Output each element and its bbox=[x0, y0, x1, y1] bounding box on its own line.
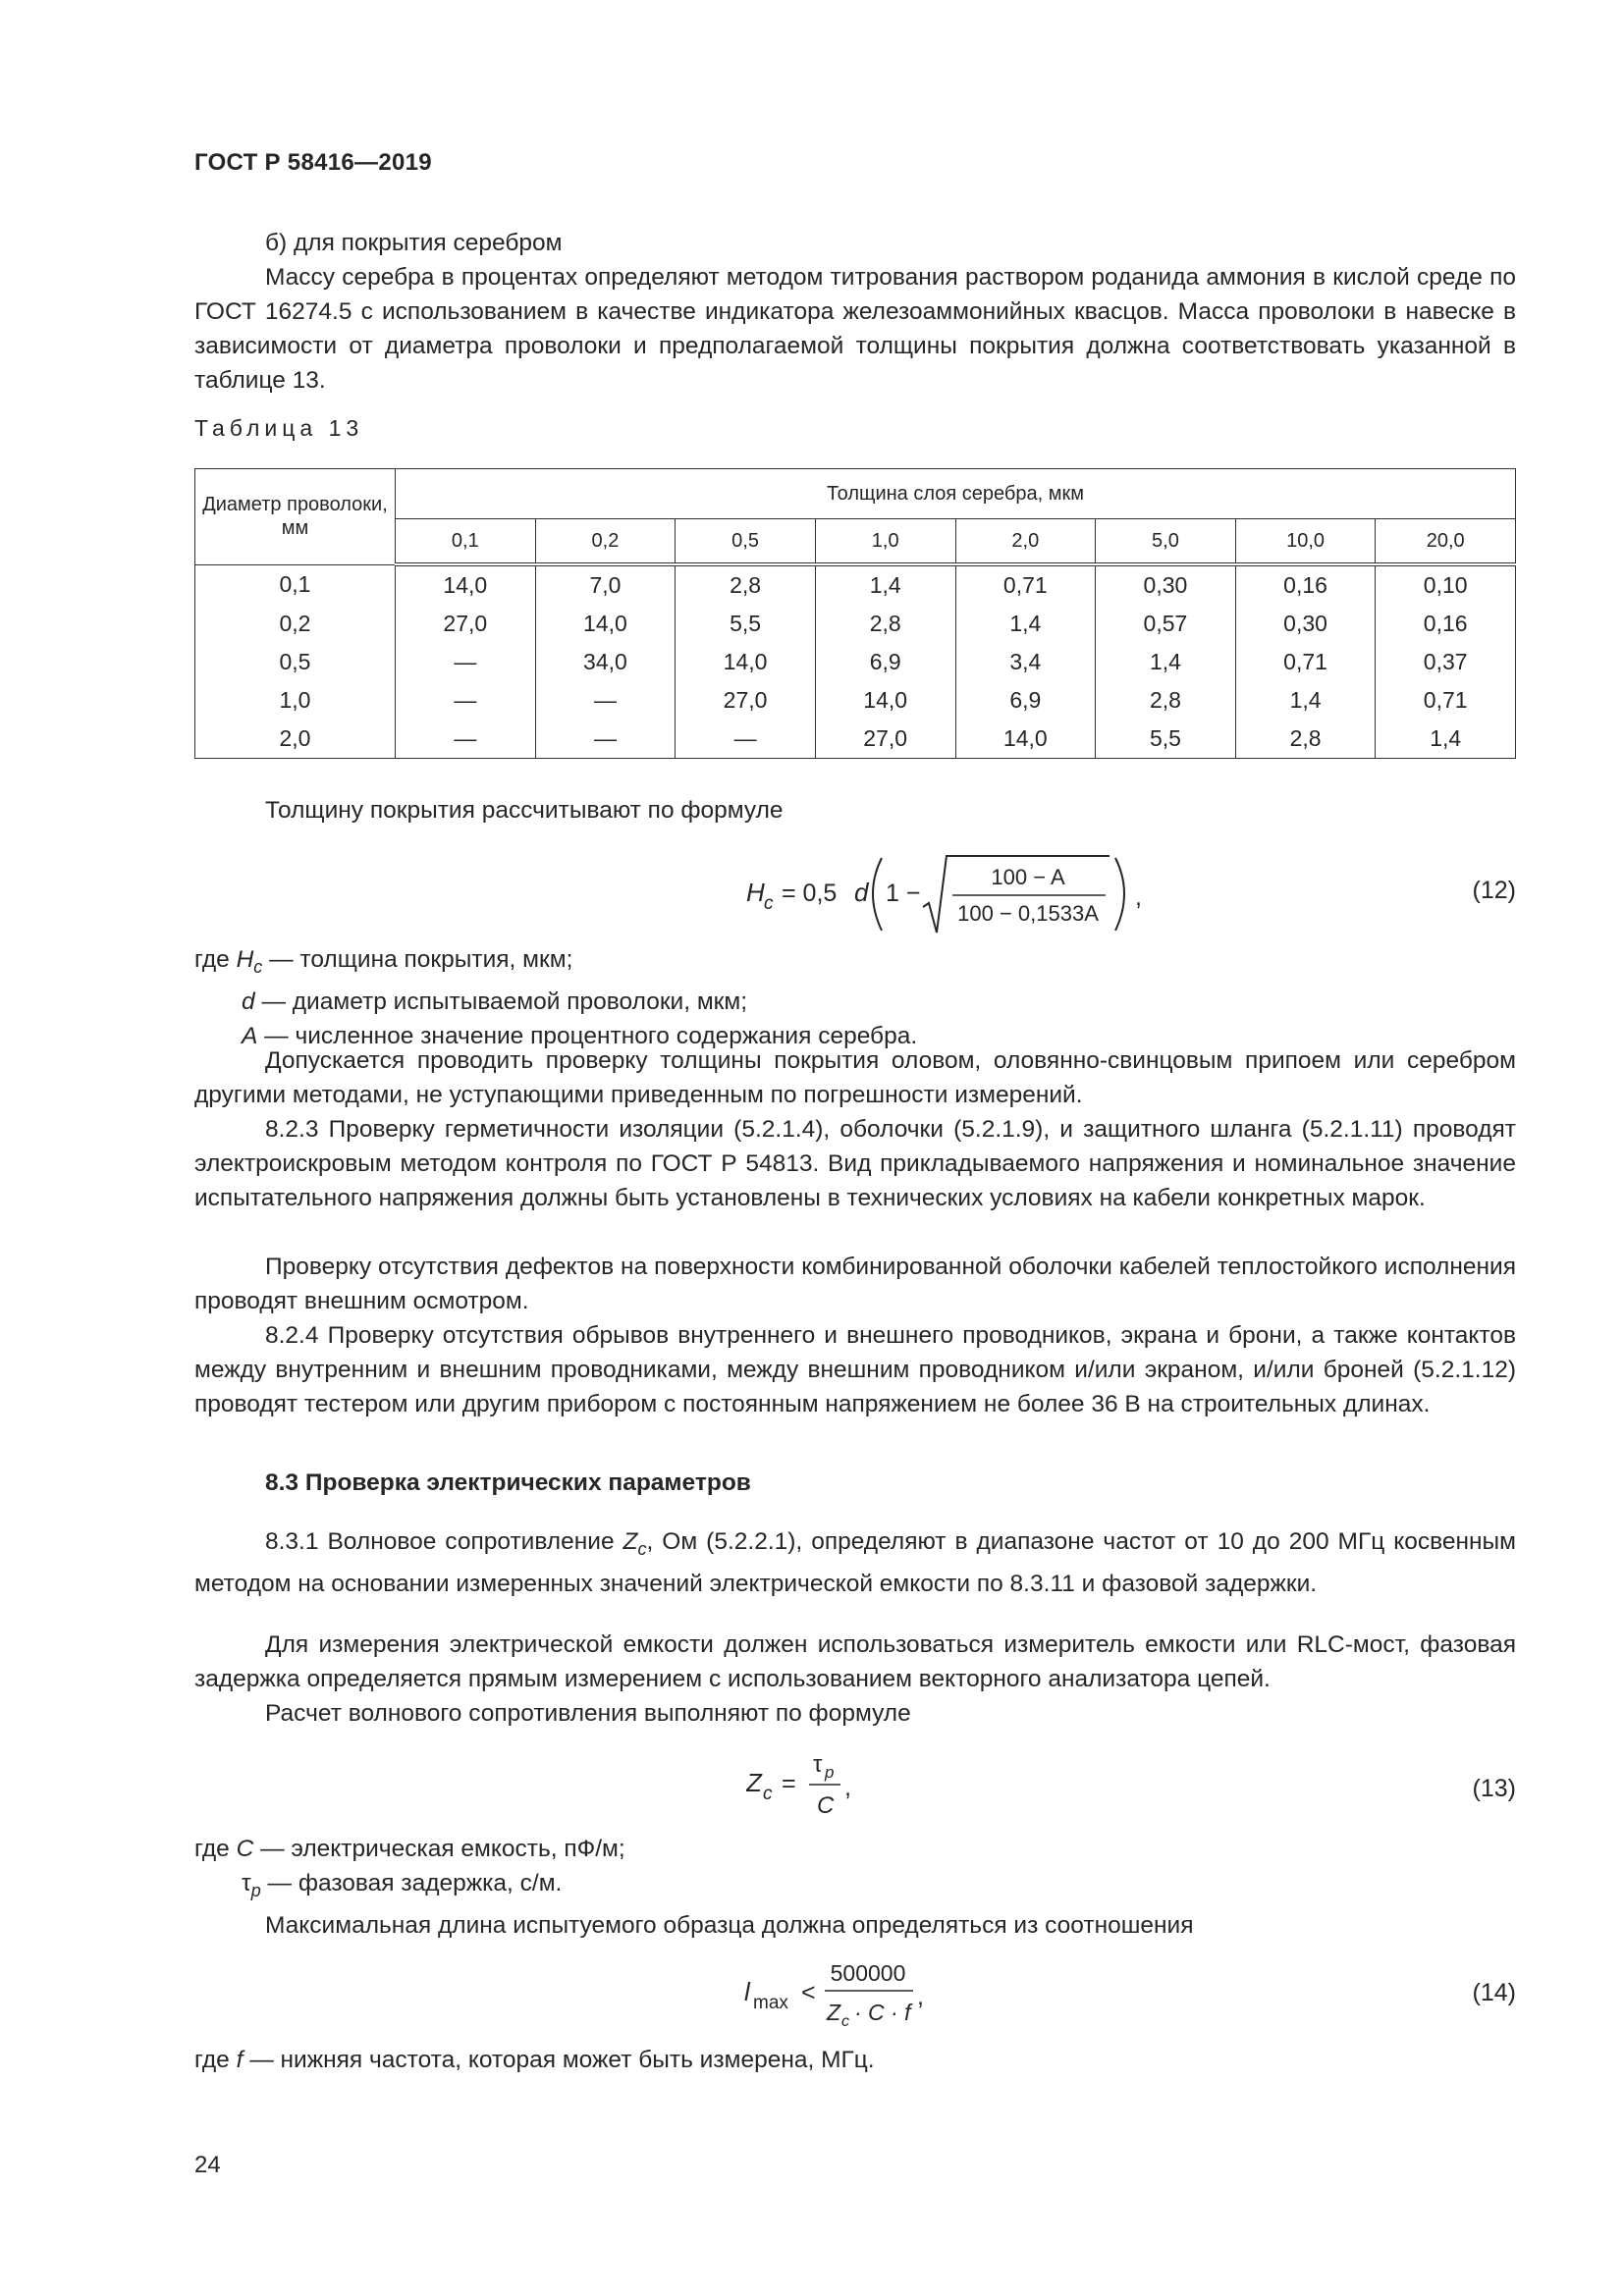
formula-12 bbox=[746, 842, 1159, 940]
def-tau: $\tau_p$ — фазовая задержка, с/м. bbox=[242, 1870, 563, 1900]
table-row bbox=[195, 720, 1516, 759]
mass-cell: 1,4 bbox=[1235, 681, 1376, 720]
mass-cell: 0,16 bbox=[1235, 564, 1376, 605]
formula-14 bbox=[744, 1953, 960, 2039]
thickness-header: 0,1 bbox=[396, 519, 536, 565]
svg-text:,: , bbox=[1135, 883, 1142, 911]
formula-12-coef: = 0,5 bbox=[782, 880, 838, 907]
formula-12-left-paren bbox=[873, 858, 882, 931]
svg-text:τ: τ bbox=[813, 1751, 823, 1778]
thickness-header: 0,5 bbox=[676, 519, 816, 565]
paragraph-visual-check: Проверку отсутствия дефектов на поверхности комбинированной оболочки кабелей теплостойкого исполнения проводят внешним осмотром. bbox=[194, 1254, 1516, 1314]
paragraph-alt-methods: Допускается проводить проверку толщины покрытия оловом, оловянно-свинцовым припоем или серебром другими методами, не уступающими приведенным по погрешности измерений. bbox=[194, 1047, 1516, 1108]
thickness-header: 20,0 bbox=[1376, 519, 1516, 565]
mass-cell: 14,0 bbox=[955, 720, 1096, 759]
thickness-header: 0,2 bbox=[535, 519, 676, 565]
mass-cell: 14,0 bbox=[676, 643, 816, 681]
svg-text:p: p bbox=[825, 1763, 835, 1782]
svg-text:Z: Z bbox=[746, 1768, 762, 1797]
paragraph-rlc: Для измерения электрической емкости должен использоваться измеритель емкости или RLC-мост, фазовая задержка определяется прямым измерением с использованием векторного анализатора цепей. bbox=[194, 1631, 1516, 1692]
mass-cell: 14,0 bbox=[396, 564, 536, 605]
mass-cell: 0,71 bbox=[1235, 643, 1376, 681]
svg-text:· C · f: · C · f bbox=[854, 2000, 911, 2025]
formula-12-h: H bbox=[746, 878, 765, 907]
mass-cell: 0,10 bbox=[1376, 564, 1516, 605]
formula-13-svg bbox=[746, 1742, 864, 1821]
mass-cell: 2,8 bbox=[1096, 681, 1236, 720]
mass-cell: 6,9 bbox=[955, 681, 1096, 720]
mass-cell: 5,5 bbox=[1096, 720, 1236, 759]
formula-12-definitions bbox=[194, 942, 1516, 1053]
paragraph-max-length: Максимальная длина испытуемого образца должна определяться из соотношения bbox=[265, 1912, 1194, 1939]
formula-12-one-minus: 1 − bbox=[886, 880, 921, 907]
table-13 bbox=[194, 468, 1516, 759]
mass-cell: 0,71 bbox=[1376, 681, 1516, 720]
svg-text:=: = bbox=[782, 1770, 796, 1797]
mass-cell: 2,8 bbox=[1235, 720, 1376, 759]
row-diameter-cell: 0,5 bbox=[195, 643, 396, 681]
row-diameter-cell: 0,1 bbox=[195, 564, 396, 605]
page-number: 24 bbox=[194, 2152, 221, 2178]
group-header-thickness: Толщина слоя серебра, мкм bbox=[396, 469, 1516, 519]
formula-12-right-paren bbox=[1115, 858, 1124, 931]
svg-text:max: max bbox=[753, 1993, 788, 2013]
mass-cell: 1,4 bbox=[1096, 643, 1236, 681]
mass-cell: 1,4 bbox=[955, 605, 1096, 643]
formula-13 bbox=[746, 1742, 864, 1828]
row-diameter-cell: 1,0 bbox=[195, 681, 396, 720]
mass-cell: — bbox=[396, 643, 536, 681]
formula-12-d: d bbox=[854, 878, 869, 907]
thickness-header: 1,0 bbox=[815, 519, 955, 565]
paragraph-8-2-4: 8.2.4 Проверку отсутствия обрывов внутреннего и внешнего проводников, экрана и брони, а также контактов между внутренним и внешним проводниками, между внешним проводником и/или экраном, и/или броней (5.2.1.12) проводят тестером или другим прибором с постоянным напряжением не более 36 В на строительных длинах. bbox=[194, 1322, 1516, 1417]
mass-cell: — bbox=[535, 720, 676, 759]
svg-text:C: C bbox=[817, 1792, 835, 1819]
section-8-3-title: 8.3 Проверка электрических параметров bbox=[265, 1469, 751, 1496]
mass-cell: 1,4 bbox=[1376, 720, 1516, 759]
mass-cell: — bbox=[535, 681, 676, 720]
mass-cell: 34,0 bbox=[535, 643, 676, 681]
mass-cell: 14,0 bbox=[815, 681, 955, 720]
formula-12-number: (12) bbox=[1472, 877, 1516, 904]
paragraph-calc-intro: Расчет волнового сопротивления выполняют по формуле bbox=[265, 1700, 911, 1727]
svg-text:Z: Z bbox=[827, 2000, 841, 2025]
formula-12-den: 100 − 0,1533A bbox=[957, 901, 1099, 926]
paragraph-8-2-3: 8.2.3 Проверку герметичности изоляции (5.2.1.4), оболочки (5.2.1.9), и защитного шланга (5.2.1.11) проводят электроискровым методом контроля по ГОСТ Р 54813. Вид прикладываемого напряжения и номинальное значение испытательного напряжения должны быть установлены в технических условиях на кабели конкретных марок. bbox=[194, 1116, 1516, 1211]
table-caption: Таблица 13 bbox=[194, 415, 364, 441]
table-row bbox=[195, 564, 1516, 605]
def-hc: где $H_c$ — толщина покрытия, мкм; bbox=[194, 946, 573, 977]
svg-text:500000: 500000 bbox=[830, 1960, 906, 1986]
mass-cell: 0,30 bbox=[1235, 605, 1376, 643]
document-header: ГОСТ Р 58416—2019 bbox=[194, 149, 432, 176]
formula-14-number: (14) bbox=[1472, 1979, 1516, 2006]
mass-cell: 3,4 bbox=[955, 643, 1096, 681]
formula-12-num: 100 − A bbox=[991, 865, 1065, 889]
formula-12-h-sub: c bbox=[764, 893, 774, 914]
mass-cell: 1,4 bbox=[815, 564, 955, 605]
mass-cell: — bbox=[396, 720, 536, 759]
table-row bbox=[195, 643, 1516, 681]
table-row bbox=[195, 605, 1516, 643]
formula12-intro: Толщину покрытия рассчитывают по формуле bbox=[265, 797, 784, 824]
mass-cell: — bbox=[676, 720, 816, 759]
mass-cell: 27,0 bbox=[396, 605, 536, 643]
thickness-header: 10,0 bbox=[1235, 519, 1376, 565]
mass-cell: 0,57 bbox=[1096, 605, 1236, 643]
mass-cell: 6,9 bbox=[815, 643, 955, 681]
formula-13-definitions bbox=[194, 1832, 1516, 1908]
svg-text:,: , bbox=[917, 1983, 924, 2010]
row-diameter-cell: 0,2 bbox=[195, 605, 396, 643]
formula-12-svg bbox=[746, 842, 1159, 940]
thickness-header: 5,0 bbox=[1096, 519, 1236, 565]
paragraph-8-3-1: 8.3.1 Волновое сопротивление $Z_c$, Ом (5.2.2.1), определяют в диапазоне частот от 10 до 200 МГц косвенным методом на основании измеренных значений электрической емкости по 8.3.11 и фазовой задержки. bbox=[194, 1528, 1516, 1597]
mass-cell: 5,5 bbox=[676, 605, 816, 643]
svg-text:l: l bbox=[744, 1977, 750, 2006]
mass-cell: 27,0 bbox=[676, 681, 816, 720]
svg-text:,: , bbox=[844, 1774, 851, 1801]
col-header-diameter: Диаметр проволоки, мм bbox=[195, 469, 396, 565]
formula-14-svg bbox=[744, 1953, 960, 2032]
def-c: где C — электрическая емкость, пФ/м; bbox=[194, 1836, 625, 1862]
mass-cell: 0,16 bbox=[1376, 605, 1516, 643]
mass-cell: — bbox=[396, 681, 536, 720]
row-diameter-cell: 2,0 bbox=[195, 720, 396, 759]
svg-text:<: < bbox=[801, 1979, 816, 2006]
table-row bbox=[195, 681, 1516, 720]
formula-13-number: (13) bbox=[1472, 1775, 1516, 1802]
mass-cell: 2,8 bbox=[815, 605, 955, 643]
mass-cell: 14,0 bbox=[535, 605, 676, 643]
svg-text:c: c bbox=[841, 2013, 849, 2030]
mass-cell: 0,37 bbox=[1376, 643, 1516, 681]
def-d: d — диаметр испытываемой проволоки, мкм; bbox=[242, 988, 748, 1015]
mass-cell: 0,71 bbox=[955, 564, 1096, 605]
mass-cell: 2,8 bbox=[676, 564, 816, 605]
mass-cell: 0,30 bbox=[1096, 564, 1236, 605]
mass-cell: 7,0 bbox=[535, 564, 676, 605]
def-a: A — численное значение процентного содержания серебра. bbox=[242, 1023, 918, 1049]
svg-text:c: c bbox=[763, 1784, 773, 1804]
intro-paragraph: Массу серебра в процентах определяют методом титрования раствором роданида аммония в кислой среде по ГОСТ 16274.5 с использованием в качестве индикатора железоаммонийных квасцов. Масса проволоки в навеске в зависимости от диаметра проволоки и предполагаемой толщины покрытия должна соответствовать указанной в таблице 13. bbox=[194, 264, 1516, 394]
mass-cell: 27,0 bbox=[815, 720, 955, 759]
formula-14-definitions bbox=[194, 2043, 1516, 2077]
thickness-header: 2,0 bbox=[955, 519, 1096, 565]
item-b: б) для покрытия серебром bbox=[265, 230, 563, 256]
def-f: где f — нижняя частота, которая может быть измерена, МГц. bbox=[194, 2047, 875, 2073]
